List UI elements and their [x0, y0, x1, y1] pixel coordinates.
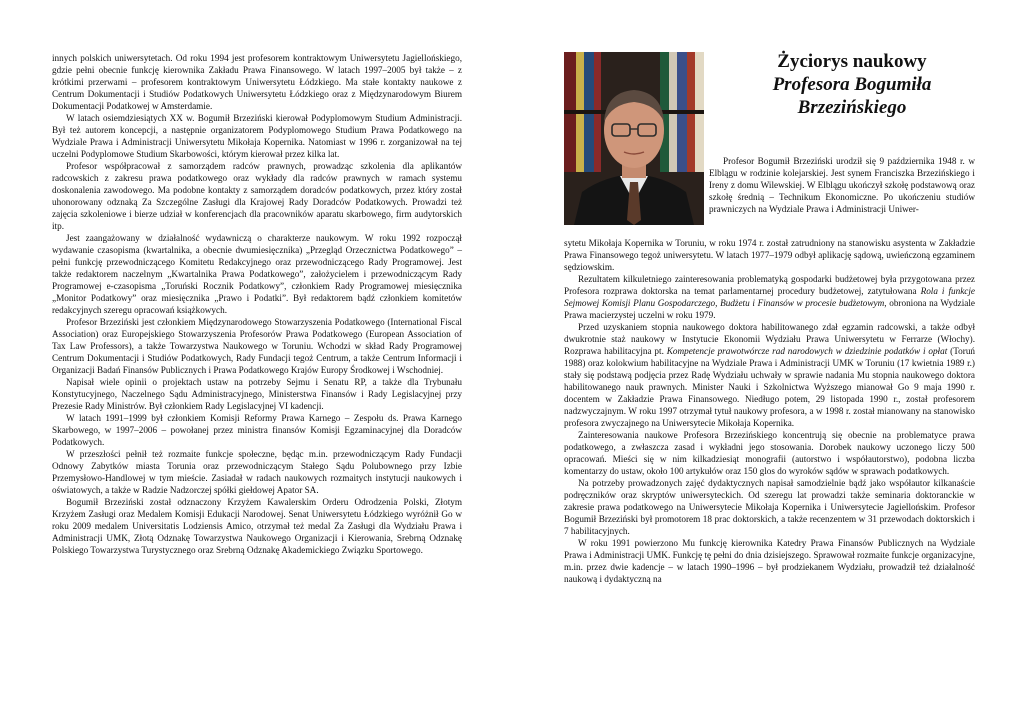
paragraph: Na potrzeby prowadzonych zajęć dydaktycznych napisał samodzielnie bądź jako współautor kilkanaście podręczników oraz skryptów uniwersyteckich. Od szeregu lat prowadzi także seminaria doktoranckie w zakresie prawa podatkowego na Uniwersytecie Mikołaja Kopernika i Uniwersytecie Jagiellońskim. Profesor Bogumił Brzeziński był promotorem 18 prac doktorskich, a także recenzentem w 31 przewodach doktorskich i 7 habilitacyjnych. — [564, 478, 975, 536]
portrait-photo-image — [564, 52, 704, 225]
paragraph: W latach 1991–1999 był członkiem Komisji Reformy Prawa Karnego – Zespołu ds. Prawa Karnego Skarbowego, w 1997–2006 – powołanej przez ministra finansów Komisji Egzaminacyjnej dla Doradców Podatkowych. — [52, 413, 462, 447]
paragraph-text: Rezultatem kilkuletniego zainteresowania problematyką gospodarki budżetowej była przygotowana przez Profesora rozprawa doktorska na temat parlamentarnej procedury budżetowej, zatytułowana — [564, 274, 975, 296]
paragraph-text: (Toruń 1988) oraz kolokwium habilitacyjne na Wydziale Prawa i Administracji UMK w Toruniu (17 kwietnia 1989 r.) stały się podstawą podjęcia przez Radę Wydziału uchwały w sprawie nadania Mu stopnia naukowego doktora habilitowanego nauk prawnych. Minister Nauki i Szkolnictwa Wyższego mianował Go 9 maja 1990 r. docentem w Zakładzie Prawa Finansowego. Niedługo potem, 29 listopada 1990 r., został profesorem nadzwyczajnym. W roku 1997 otrzymał tytuł naukowy profesora, a w 1998 r. został mianowany na stanowisko profesora zwyczajnego na Uniwersytecie Mikołaja Kopernika. — [564, 346, 976, 428]
paragraph: Profesor Brzeziński jest członkiem Międzynarodowego Stowarzyszenia Podatkowego (International Fiscal Association) oraz Europejskiego Stowarzyszenia Profesorów Prawa Podatkowego (European Association of Tax Law Professors), a także Towarzystwa Naukowego w Toruniu. Wchodzi w skład Rady Programowej Centrum Dokumentacji i Studiów Podatkowych, Rady Fundacji tegoż Centrum, a także Centrum Informacji i Organizacji Badań Finansów Publicznych i Prawa Podatkowego Krajów Europy Środkowej i Wschodniej. — [52, 317, 462, 375]
paragraph-text: , obroniona na Wydziale Prawa macierzystej uczelni w roku 1979. — [564, 298, 975, 320]
title-line-1: Życiorys naukowy — [777, 51, 927, 72]
biography-title — [737, 50, 967, 119]
paragraph: Profesor współpracował z samorządem radców prawnych, prowadząc szkolenia dla aplikantów radcowskich z zakresu prawa podatkowego oraz wykłady dla radców prawnych w ramach systemu doskonalenia zawodowego. Ma podobne kontakty z samorządem doradców podatkowych, przez który został uhonorowany odznaką Za Szczególne Zasługi dla Krajowej Rady Doradców Podatkowych. Prowadzi też zajęcia szkoleniowe i bierze udział w konferencjach dla pracowników aparatu skarbowego, firm audytorskich itp. — [52, 161, 462, 231]
paragraph — [564, 273, 975, 321]
paragraph: W przeszłości pełnił też rozmaite funkcje społeczne, będąc m.in. przewodniczącym Rady Fundacji Odnowy Zabytków miasta Torunia oraz przewodniczącym Stałego Sądu Polubownego przy Izbie Przemysłowo-Handlowej w tym mieście. Zasiadał w radach naukowych rozmaitych instytucji naukowych i oświatowych, a także w Radzie Nadzorczej spółki giełdowej Apator SA. — [52, 449, 462, 495]
title-line-2: Profesora Bogumiła — [772, 74, 932, 95]
portrait-photo — [564, 52, 704, 225]
paragraph: W roku 1991 powierzono Mu funkcję kierownika Katedry Prawa Finansów Publicznych na Wydziale Prawa i Administracji UMK. Funkcję tę pełni do dnia dzisiejszego. Sprawował rozmaite funkcje organizacyjne, m.in. przez dwie kadencje – w latach 1990–1996 – był prodziekanem Wydziału, prowadził też działalność naukową i dydaktyczną na — [564, 538, 975, 584]
title-line-3: Brzezińskiego — [797, 97, 907, 118]
paragraph: Napisał wiele opinii o projektach ustaw na potrzeby Sejmu i Senatu RP, a także dla Trybunału Konstytucyjnego, Naczelnego Sądu Administracyjnego, Ministerstwa Finansów i Rady Legislacyjnej przy Prezesie Rady Ministrów. Był członkiem Rady Legislacyjnej VI kadencji. — [52, 377, 462, 411]
paragraph: sytetu Mikołaja Kopernika w Toruniu, w roku 1974 r. został zatrudniony na stanowisku asystenta w Zakładzie Prawa Finansowego tegoż uniwersytetu. W latach 1977–1979 odbył aplikację sądową, uwieńczoną egzaminem sędziowskim. — [564, 238, 975, 272]
paragraph-text: Przed uzyskaniem stopnia naukowego doktora habilitowanego zdał egzamin radcowski, a także odbył dwukrotnie staż naukowy w Instytucie Ekonomii Wydziału Prawa Uniwersytetu w Ferrarze (Włochy). Rozprawa habilitacyjna pt. — [564, 322, 975, 356]
habilitation-title: Kompetencje prawotwórcze rad narodowych w dziedzinie podatków i opłat — [666, 346, 948, 356]
left-text-column — [52, 52, 462, 556]
intro-paragraph — [709, 155, 975, 215]
paragraph: Jest zaangażowany w działalność wydawniczą o charakterze naukowym. W roku 1992 rozpoczął wydawanie czasopisma (kwartalnika, a obecnie dwumiesięcznika) „Przegląd Orzecznictwa Podatkowego” – pełni funkcję przewodniczącego Komitetu Redakcyjnego oraz przewodniczącego Rady Programowej. Jest także redaktorem naczelnym „Kwartalnika Prawa Podatkowego”, założycielem i przewodniczącym Rady Programowej e-czasopisma „Toruński Rocznik Podatkowy”, członkiem Rady Programowej miesięcznika „Monitor Podatkowy” oraz miesięcznika „Prawo i Podatki”. Był redaktorem bądź członkiem komitetów redakcyjnych szeregu opracowań książkowych. — [52, 233, 462, 315]
paragraph: W latach osiemdziesiątych XX w. Bogumił Brzeziński kierował Podyplomowym Studium Administracji. Był też autorem koncepcji, a następnie organizatorem Podyplomowego Studium Prawa Podatkowego na Wydziale Prawa i Administracji Uniwersytetu Mikołaja Kopernika. Natomiast w 1996 r. zorganizował na tej uczelni Podyplomowe Studium Skarbowości, którym kierował przez kilka lat. — [52, 113, 462, 159]
paragraph: innych polskich uniwersytetach. Od roku 1994 jest profesorem kontraktowym Uniwersytetu Jagiellońskiego, gdzie pełni obecnie funkcję kierownika Zakładu Prawa Finansowego. W latach 1997–2005 był także – z krótkimi przerwami – profesorem kontraktowym Uniwersytetu Łódzkiego. Ma stałe kontakty naukowe z Centrum Dokumentacji i Studiów Podatkowych Uniwersytetu Łódzkiego oraz z Międzynarodowym Biurem Dokumentacji Podatkowej w Amsterdamie. — [52, 53, 462, 111]
paragraph: Bogumił Brzeziński został odznaczony Krzyżem Kawalerskim Orderu Odrodzenia Polski, Złotym Krzyżem Zasługi oraz Medalem Komisji Edukacji Narodowej. Senat Uniwersytetu Łódzkiego wyróżnił Go w roku 2009 medalem Universitatis Lodziensis Amico, otrzymał też medal Za Zasługi dla Wydziału Prawa i Administracji UMK, Złotą Odznakę Towarzystwa Naukowego Organizacji i Kierowania, Srebrną Odznakę Polskiego Towarzystwa Turystycznego oraz Srebrną Odznakę Akademickiego Związku Sportowego. — [52, 497, 462, 555]
dissertation-title: Rola i funkcje Sejmowej Komisji Planu Gospodarczego, Budżetu i Finansów w procesie budżetowym — [564, 286, 975, 308]
paragraph: Zainteresowania naukowe Profesora Brzezińskiego koncentrują się obecnie na problematyce prawa podatkowego, a zwłaszcza zasad i wykładni jego stosowania. Dorobek naukowy uczonego liczy 500 opracowań. Mieści się w nim kilkadziesiąt monografii (autorstwo i współautorstwo), podobna liczba komentarzy do ustaw, około 100 artykułów oraz 150 glos do wyroków sądów w sprawach podatkowych. — [564, 430, 975, 476]
right-page — [512, 0, 1024, 724]
paragraph — [564, 321, 975, 429]
right-text-column — [564, 237, 975, 585]
paragraph: Profesor Bogumił Brzeziński urodził się 9 października 1948 r. w Elblągu w rodzinie kolejarskiej. Jest synem Franciszka Brzezińskiego i Ireny z domu Wilewskiej. W Elblągu ukończył szkołę podstawową oraz szkołę średnią – Technikum Ekonomiczne. Po ukończeniu studiów prawniczych na Wydziale Prawa i Administracji Uniwer- — [709, 156, 975, 214]
